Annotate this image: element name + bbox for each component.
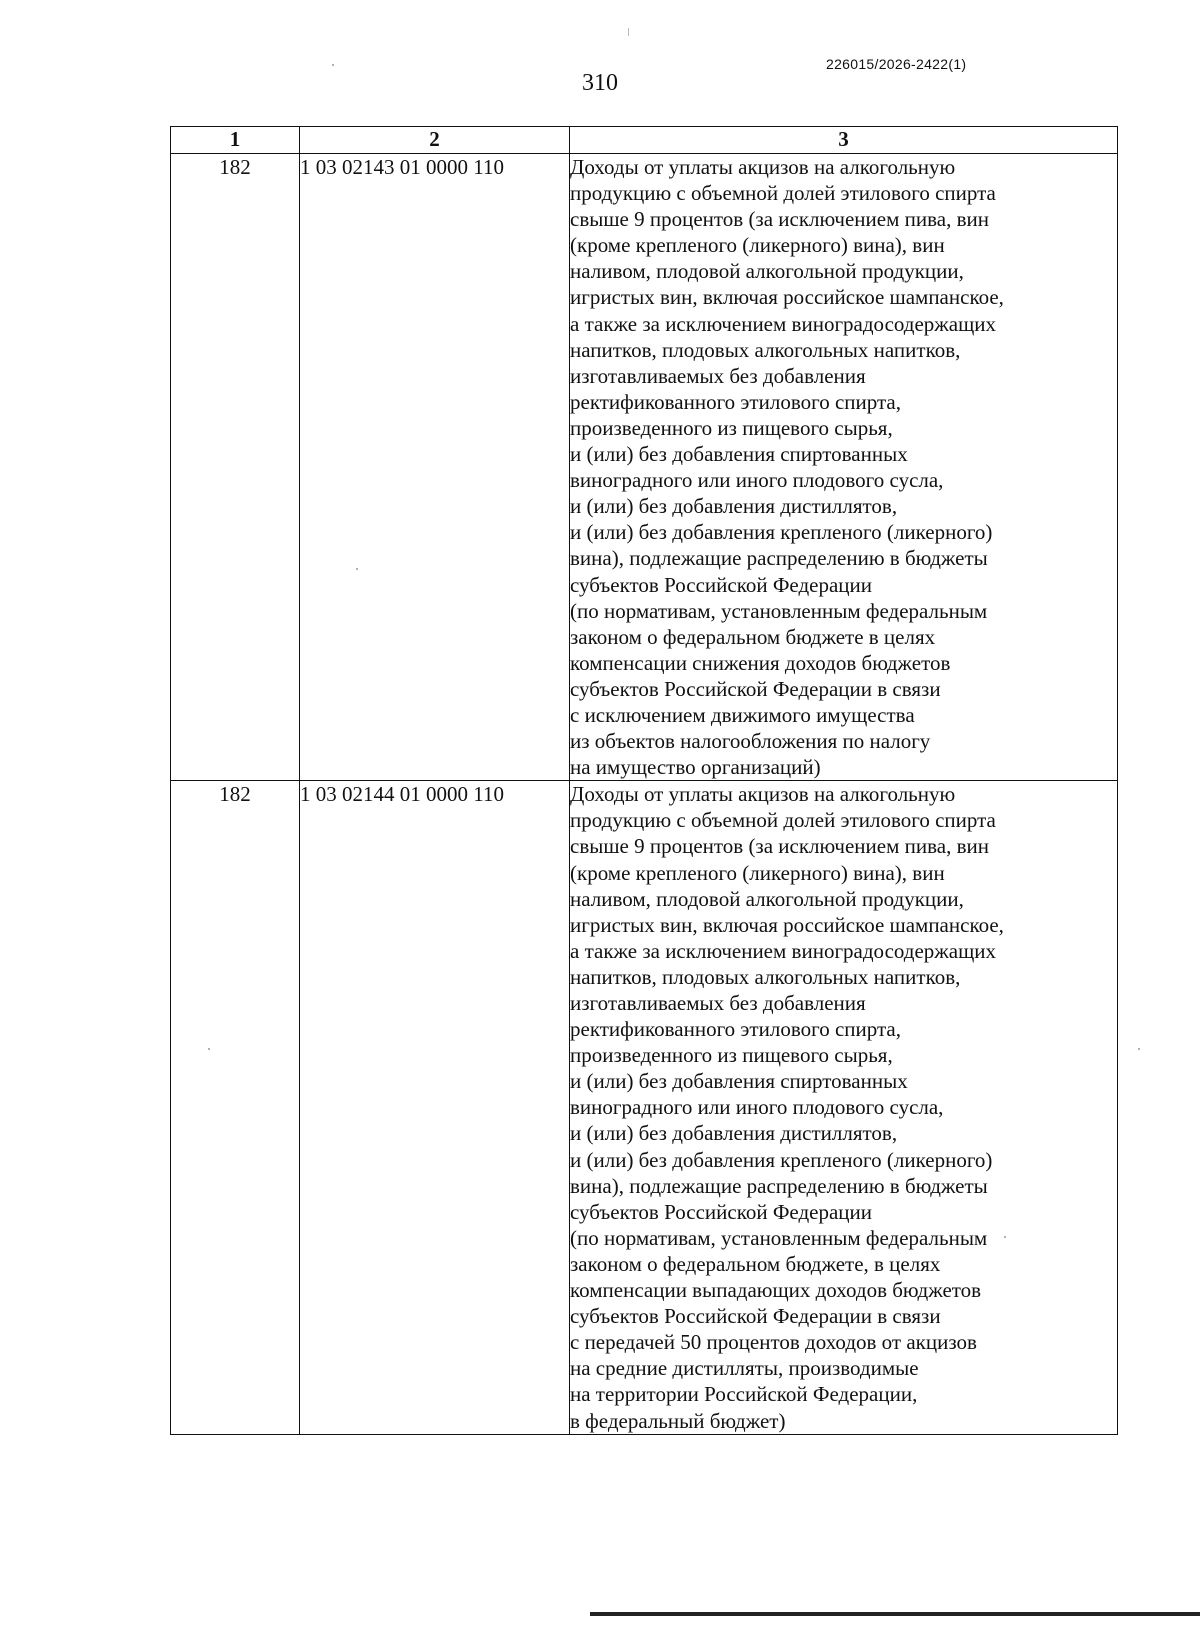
table-row bbox=[171, 781, 1118, 1434]
description-line: с исключением движимого имущества bbox=[570, 702, 915, 727]
description-line: произведенного из пищевого сырья, bbox=[570, 1043, 893, 1068]
revenue-codes-table bbox=[170, 126, 1118, 1435]
description-line: изготавливаемых без добавления bbox=[570, 363, 866, 388]
description-line: с передачей 50 процентов доходов от акцизов bbox=[570, 1330, 977, 1355]
description-line: виноградного или иного плодового сусла, bbox=[570, 468, 944, 493]
description-line: а также за исключением виноградосодержащих bbox=[570, 311, 997, 336]
description-line: вина), подлежащие распределению в бюджеты bbox=[570, 546, 988, 571]
description-line: и (или) без добавления крепленого (ликерного) bbox=[570, 1147, 993, 1172]
administrator-code-cell: 182 bbox=[171, 781, 300, 1434]
description-line: компенсации выпадающих доходов бюджетов bbox=[570, 1278, 982, 1303]
description-line: Доходы от уплаты акцизов на алкогольную bbox=[570, 782, 956, 807]
description-line: субъектов Российской Федерации в связи bbox=[570, 1304, 941, 1329]
description-line: и (или) без добавления крепленого (ликерного) bbox=[570, 520, 993, 545]
description-line: напитков, плодовых алкогольных напитков, bbox=[570, 337, 961, 362]
description-line: (по нормативам, установленным федеральным bbox=[570, 598, 988, 623]
administrator-code-cell: 182 bbox=[171, 154, 300, 781]
table-row bbox=[171, 154, 1118, 781]
column-header-2: 2 bbox=[300, 127, 570, 154]
scan-speck bbox=[1004, 1236, 1006, 1238]
description-line: субъектов Российской Федерации bbox=[570, 572, 873, 597]
description-line: ректификованного этилового спирта, bbox=[570, 389, 901, 414]
description-line: вина), подлежащие распределению в бюджеты bbox=[570, 1173, 988, 1198]
budget-classification-code-cell: 1 03 02143 01 0000 110 bbox=[300, 154, 570, 781]
description-line: и (или) без добавления дистиллятов, bbox=[570, 1121, 898, 1146]
description-line: (кроме крепленого (ликерного) вина), вин bbox=[570, 860, 945, 885]
column-header-3: 3 bbox=[570, 127, 1118, 154]
description-line: наливом, плодовой алкогольной продукции, bbox=[570, 886, 964, 911]
scan-speck bbox=[208, 1048, 210, 1050]
description-line: наливом, плодовой алкогольной продукции, bbox=[570, 259, 964, 284]
description-line: произведенного из пищевого сырья, bbox=[570, 415, 893, 440]
description-line: (кроме крепленого (ликерного) вина), вин bbox=[570, 233, 945, 258]
description-line: субъектов Российской Федерации в связи bbox=[570, 676, 941, 701]
column-header-1: 1 bbox=[171, 127, 300, 154]
description-line: изготавливаемых без добавления bbox=[570, 991, 866, 1015]
description-line: напитков, плодовых алкогольных напитков, bbox=[570, 964, 961, 989]
scan-speck bbox=[356, 568, 358, 570]
description-line: компенсации снижения доходов бюджетов bbox=[570, 650, 951, 675]
description-line: ректификованного этилового спирта, bbox=[570, 1017, 901, 1042]
description-line: Доходы от уплаты акцизов на алкогольную bbox=[570, 155, 956, 179]
document-reference: 226015/2026-2422(1) bbox=[826, 56, 967, 72]
description-line: свыше 9 процентов (за исключением пива, вин bbox=[570, 834, 989, 859]
description-line: законом о федеральном бюджете в целях bbox=[570, 624, 936, 649]
description-line: на территории Российской Федерации, bbox=[570, 1382, 918, 1407]
revenue-description-cell bbox=[570, 154, 1118, 781]
description-line: на имущество организаций) bbox=[570, 755, 821, 780]
description-line: свыше 9 процентов (за исключением пива, вин bbox=[570, 207, 989, 232]
table-header-row bbox=[171, 127, 1118, 154]
description-line: и (или) без добавления спиртованных bbox=[570, 1069, 908, 1094]
description-line: игристых вин, включая российское шампанское, bbox=[570, 285, 1004, 310]
scan-speck bbox=[332, 64, 334, 66]
description-line: виноградного или иного плодового сусла, bbox=[570, 1095, 944, 1120]
description-line: и (или) без добавления дистиллятов, bbox=[570, 494, 898, 519]
description-line: законом о федеральном бюджете, в целях bbox=[570, 1251, 941, 1276]
revenue-description-cell bbox=[570, 781, 1118, 1434]
description-line: в федеральный бюджет) bbox=[570, 1408, 786, 1433]
description-line: субъектов Российской Федерации bbox=[570, 1199, 873, 1224]
description-line: игристых вин, включая российское шампанское, bbox=[570, 912, 1004, 937]
scan-artifact bbox=[628, 28, 629, 36]
budget-classification-code-cell: 1 03 02144 01 0000 110 bbox=[300, 781, 570, 1434]
scan-speck bbox=[1138, 1048, 1140, 1050]
description-line: а также за исключением виноградосодержащих bbox=[570, 938, 997, 963]
description-line: на средние дистилляты, производимые bbox=[570, 1356, 919, 1381]
description-line: (по нормативам, установленным федеральным bbox=[570, 1225, 988, 1250]
description-line: и (или) без добавления спиртованных bbox=[570, 442, 908, 467]
scan-bottom-edge bbox=[590, 1612, 1200, 1616]
description-line: из объектов налогообложения по налогу bbox=[570, 729, 931, 754]
page-number: 310 bbox=[582, 70, 618, 96]
description-line: продукцию с объемной долей этилового спирта bbox=[570, 808, 996, 833]
description-line: продукцию с объемной долей этилового спирта bbox=[570, 181, 996, 206]
